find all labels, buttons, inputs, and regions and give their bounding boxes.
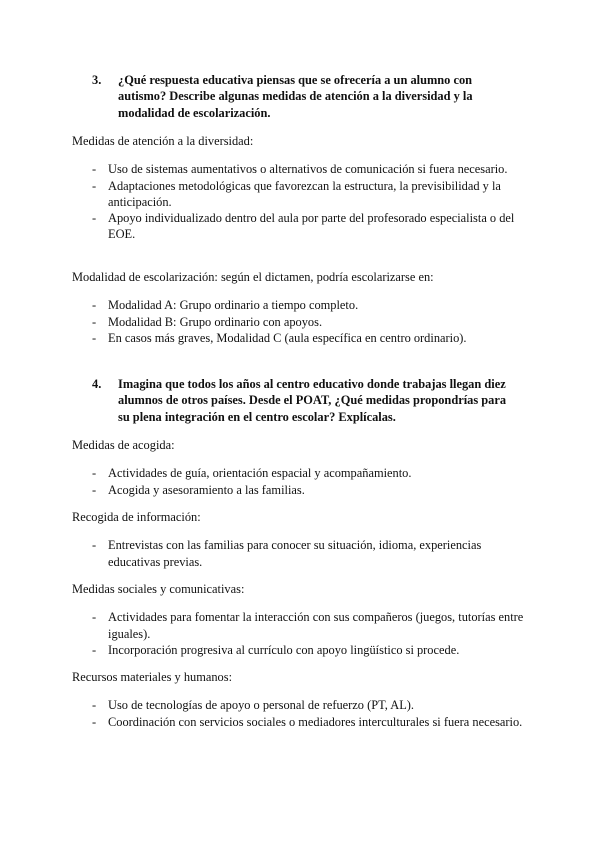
list-item <box>72 210 532 243</box>
bullet-dash: - <box>92 642 97 657</box>
section-heading: Medidas de atención a la diversidad: <box>72 134 254 148</box>
list-item <box>72 482 532 498</box>
question-4-heading <box>92 376 512 425</box>
list-item <box>72 178 532 211</box>
bullet-dash: - <box>92 538 97 553</box>
question-number: 4. <box>92 377 102 391</box>
question-3-heading <box>92 72 512 121</box>
section-heading: Medidas sociales y comunicativas: <box>72 582 245 596</box>
list-item <box>72 330 532 346</box>
question-number: 3. <box>92 73 102 87</box>
list-item-text: Uso de tecnologías de apoyo o personal de refuerzo (PT, AL). <box>108 698 414 713</box>
list-item-text: Modalidad B: Grupo ordinario con apoyos. <box>108 314 323 329</box>
list-item <box>72 697 532 713</box>
list-item-text: Adaptaciones metodológicas que favorezcan la estructura, la previsibilidad y la anticipación. <box>108 178 501 209</box>
list-item <box>72 609 532 642</box>
bullet-dash: - <box>92 482 97 497</box>
list-item <box>72 642 532 658</box>
list-item-text: Uso de sistemas aumentativos o alternativos de comunicación si fuera necesario. <box>108 162 508 177</box>
section-heading: Recogida de información: <box>72 510 201 524</box>
list-item <box>72 161 532 177</box>
list-item-text: Coordinación con servicios sociales o mediadores interculturales si fuera necesario. <box>108 714 523 729</box>
section-heading: Modalidad de escolarización: según el dictamen, podría escolarizarse en: <box>72 270 434 284</box>
question-text: Imagina que todos los años al centro educativo donde trabajas llegan diez alumnos de otros países. Desde el POAT, ¿Qué medidas propondrías para su plena integración en el centro escolar? Explícalas. <box>118 377 507 424</box>
list-item-text: Modalidad A: Grupo ordinario a tiempo completo. <box>108 298 359 313</box>
section-welcome-measures <box>72 437 532 498</box>
question-text: ¿Qué respuesta educativa piensas que se ofrecería a un alumno con autismo? Describe algunas medidas de atención a la diversidad y la modalidad de escolarización. <box>118 73 473 120</box>
section-schooling-modality <box>72 269 532 346</box>
list-item <box>72 297 532 313</box>
bullet-dash: - <box>92 698 97 713</box>
list-item-text: Actividades de guía, orientación espacial y acompañamiento. <box>108 466 412 481</box>
list-item-text: Actividades para fomentar la interacción con sus compañeros (juegos, tutorías entre iguales). <box>108 610 524 641</box>
bullet-dash: - <box>92 211 97 226</box>
bullet-dash: - <box>92 314 97 329</box>
section-social-measures <box>72 581 532 658</box>
bullet-dash: - <box>92 178 97 193</box>
list-item <box>72 465 532 481</box>
bullet-dash: - <box>92 330 97 345</box>
bullet-dash: - <box>92 610 97 625</box>
list-item <box>72 314 532 330</box>
section-diversity-measures <box>72 133 532 243</box>
bullet-dash: - <box>92 298 97 313</box>
list-item-text: Entrevistas con las familias para conocer su situación, idioma, experiencias educativas previas. <box>108 538 482 569</box>
bullet-dash: - <box>92 162 97 177</box>
section-heading: Medidas de acogida: <box>72 438 175 452</box>
bullet-dash: - <box>92 466 97 481</box>
section-information-gathering <box>72 509 532 570</box>
list-item-text: Acogida y asesoramiento a las familias. <box>108 482 305 497</box>
bullet-dash: - <box>92 714 97 729</box>
section-resources <box>72 669 532 730</box>
list-item-text: Incorporación progresiva al currículo con apoyo lingüístico si procede. <box>108 642 460 657</box>
section-heading: Recursos materiales y humanos: <box>72 670 233 684</box>
list-item <box>72 714 532 730</box>
list-item-text: En casos más graves, Modalidad C (aula específica en centro ordinario). <box>108 330 467 345</box>
list-item <box>72 537 532 570</box>
list-item-text: Apoyo individualizado dentro del aula por parte del profesorado especialista o del EOE. <box>108 211 515 242</box>
